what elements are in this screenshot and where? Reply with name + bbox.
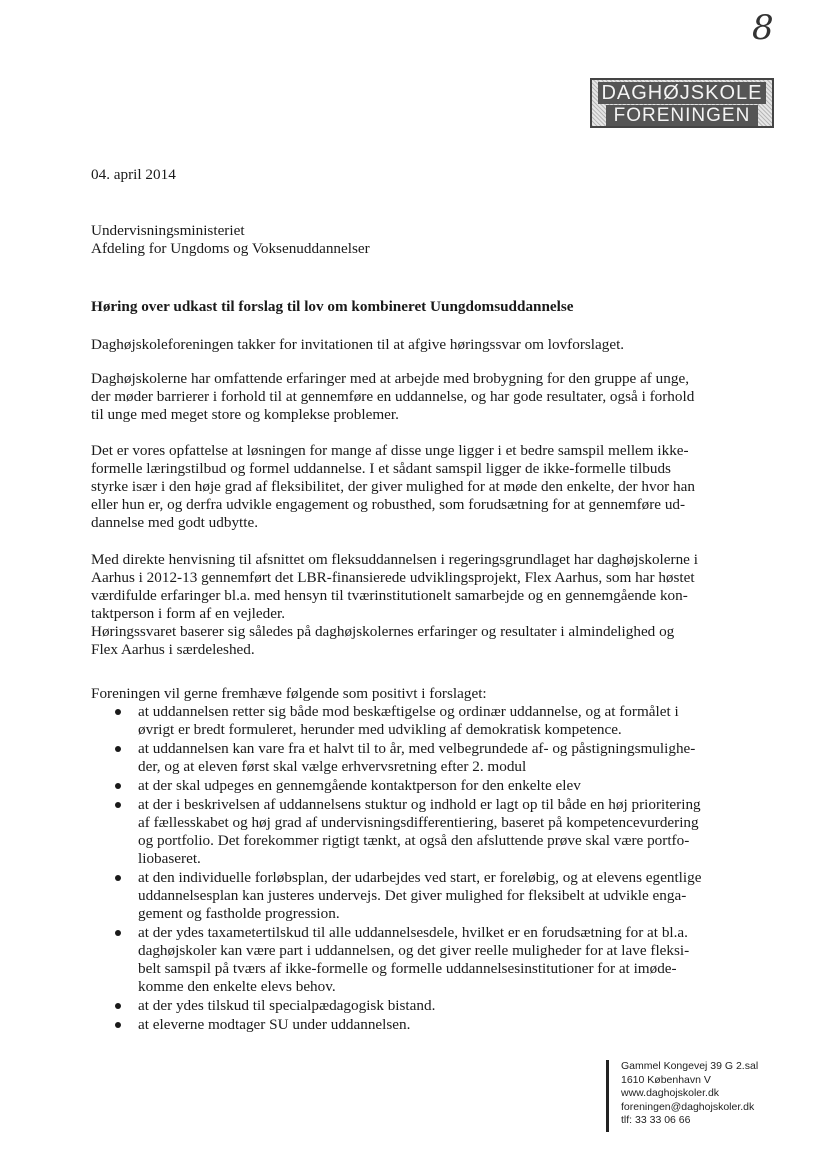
logo-line-2: FORENINGEN	[606, 105, 758, 126]
paragraph-line: der møder barrierer i forhold til at gennemføre en uddannelse, og har gode resultater, også i forhold	[91, 388, 695, 405]
bullet-icon	[115, 746, 121, 752]
footer-website: www.daghojskoler.dk	[621, 1087, 720, 1100]
paragraph-opinion	[91, 442, 695, 532]
bullet-icon	[115, 1022, 121, 1028]
list-item	[91, 869, 701, 923]
bullet-icon	[115, 783, 121, 789]
paragraph-line: Daghøjskolerne har omfattende erfaringer med at arbejde med brobygning for den gruppe af unge,	[91, 370, 689, 387]
paragraph-thanks	[91, 336, 624, 354]
list-item-line: af fællesskabet og høj grad af undervisningsdifferentiering, baseret på kompetencevurdering	[138, 814, 699, 831]
recipient-line: Undervisningsministeriet	[91, 222, 245, 239]
list-item-line: at der skal udpeges en gennemgående kontaktperson for den enkelte elev	[138, 777, 581, 794]
contact-footer	[606, 1060, 758, 1132]
list-item-line: at der i beskrivelsen af uddannelsens stuktur og indhold er lagt op til både en høj prioritering	[138, 796, 701, 813]
paragraph-line: Med direkte henvisning til afsnittet om fleksuddannelsen i regeringsgrundlaget har daghøjskolerne i	[91, 551, 698, 568]
footer-address: Gammel Kongevej 39 G 2.sal	[621, 1060, 759, 1072]
list-item-line: komme den enkelte elevs behov.	[138, 978, 336, 995]
paragraph-line: taktperson i form af en vejleder.	[91, 605, 285, 622]
paragraph-line: til unge med meget store og komplekse problemer.	[91, 406, 399, 423]
footer-email: foreningen@daghojskoler.dk	[621, 1100, 755, 1113]
daghojskoleforeningen-logo	[590, 78, 774, 128]
footer-city: 1610 København V	[621, 1073, 711, 1086]
list-item-line: og portfolio. Det forekommer rigtigt tænkt, at også den afsluttende prøve skal være portfo-	[138, 832, 690, 849]
letter-subject: Høring over udkast til forslag til lov om kombineret Uungdomsuddannelse	[91, 298, 574, 315]
list-item	[91, 924, 701, 996]
list-item-line: at den individuelle forløbsplan, der udarbejdes ved start, er foreløbig, og at elevens egentlige	[138, 869, 702, 886]
paragraph-line: Daghøjskoleforeningen takker for invitationen til at afgive høringssvar om lovforslaget.	[91, 336, 625, 353]
list-item-line: at der ydes taxametertilskud til alle uddannelsesdele, hvilket er en forudsætning for at bl.a.	[138, 924, 688, 941]
list-item-line: der, og at eleven først skal vælge erhvervsretning efter 2. modul	[138, 758, 527, 775]
list-item	[91, 997, 701, 1015]
paragraph-line: formelle læringstilbud og formel uddannelse. I et sådant samspil ligger de ikke-formelle tilbuds	[91, 460, 671, 477]
recipient-block	[91, 222, 370, 258]
list-item	[91, 703, 701, 739]
list-item-line: at eleverne modtager SU under uddannelsen.	[138, 1016, 411, 1033]
paragraph-line: Høringssvaret baserer sig således på daghøjskolernes erfaringer og resultater i almindelighed og	[91, 623, 675, 640]
paragraph-line: styrke især i den høje grad af fleksibilitet, der giver mulighed for at møde den enkelte, der hvor han	[91, 478, 695, 495]
bullet-icon	[115, 802, 121, 808]
list-item	[91, 1016, 701, 1034]
list-item-line: belt samspil på tværs af ikke-formelle og formelle uddannelsesinstitutioner for at imøde-	[138, 960, 677, 977]
bullet-icon	[115, 709, 121, 715]
list-item-line: øvrigt er bredt formuleret, herunder med udvikling af demokratisk kompetence.	[138, 721, 622, 738]
page-number: 8	[752, 8, 774, 48]
list-item	[91, 740, 701, 776]
list-item	[91, 796, 701, 868]
list-item-line: gement og fastholde progression.	[138, 905, 340, 922]
bullet-icon	[115, 930, 121, 936]
paragraph-line: værdifulde erfaringer bl.a. med hensyn til tværinstitutionelt samarbejde og en gennemgående kon-	[91, 587, 688, 604]
list-item-line: liobaseret.	[138, 850, 201, 867]
list-item-line: uddannelsesplan kan justeres undervejs. Det giver mulighed for fleksibelt at udvikle enga-	[138, 887, 687, 904]
logo-line-1: DAGHØJSKOLE	[598, 82, 766, 104]
letter-date: 04. april 2014	[91, 166, 176, 183]
positive-points-list	[91, 703, 701, 1035]
list-item	[91, 777, 701, 795]
paragraph-flex-aarhus	[91, 551, 698, 659]
bullet-icon	[115, 1003, 121, 1009]
footer-phone: tlf: 33 33 06 66	[621, 1114, 691, 1127]
bullet-icon	[115, 875, 121, 881]
recipient-line: Afdeling for Ungdoms og Voksenuddannelser	[91, 240, 370, 257]
bullets-intro: Foreningen vil gerne fremhæve følgende som positivt i forslaget:	[91, 685, 487, 702]
paragraph-line: Det er vores opfattelse at løsningen for mange af disse unge ligger i et bedre samspil mellem ikke-	[91, 442, 689, 459]
list-item-line: at der ydes tilskud til specialpædagogisk bistand.	[138, 997, 436, 1014]
list-item-line: at uddannelsen retter sig både mod beskæftigelse og ordinær uddannelse, og at formålet i	[138, 703, 679, 720]
paragraph-line: Flex Aarhus i særdeleshed.	[91, 641, 255, 658]
list-item-line: at uddannelsen kan vare fra et halvt til to år, med velbegrundede af- og påstigningsmulighe-	[138, 740, 696, 757]
paragraph-line: eller hun er, og derfra udvikle engagement og robusthed, som forudsætning for at gennemføre ud-	[91, 496, 686, 513]
paragraph-line: Aarhus i 2012-13 gennemført det LBR-finansierede udviklingsprojekt, Flex Aarhus, som har høstet	[91, 569, 695, 586]
paragraph-experience	[91, 370, 694, 424]
paragraph-line: dannelse med godt udbytte.	[91, 514, 259, 531]
list-item-line: daghøjskoler kan være part i uddannelsen, og det giver reelle muligheder for at lave fleksi-	[138, 942, 690, 959]
